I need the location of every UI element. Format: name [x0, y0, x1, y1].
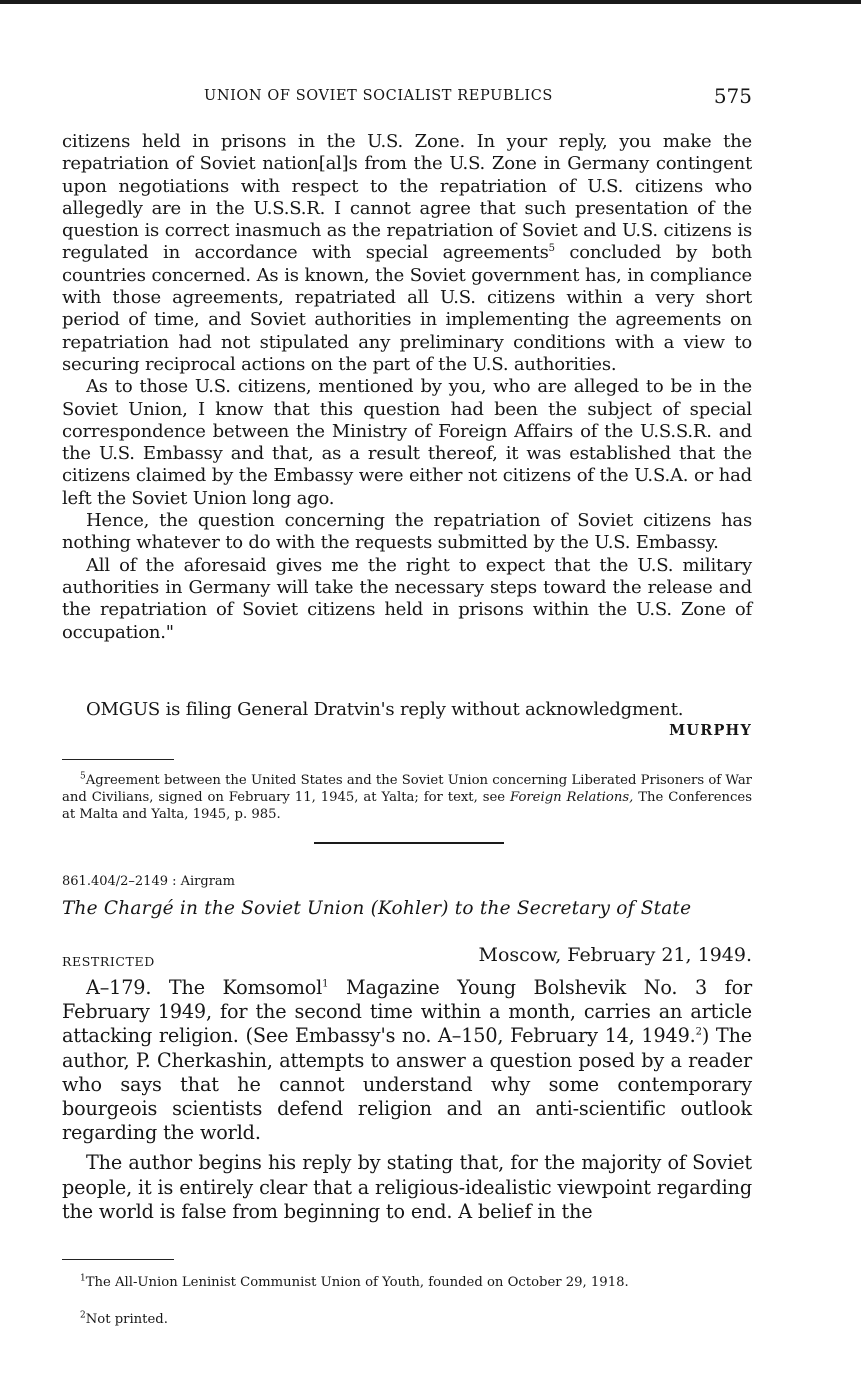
footnote-marker: 2: [695, 1027, 702, 1039]
paragraph-text: Magazine Young Bolshevik No. 3 for February 1949, for the second time within a month, carries an article attacking religion. (See Embassy's no. A–150, February 14, 1949.: [62, 976, 752, 1048]
running-title: UNION OF SOVIET SOCIALIST REPUBLICS: [204, 88, 553, 104]
footnote-rule: [62, 759, 174, 760]
footnote-text: The Conferences at Malta and Yalta, 1945, p. 985.: [62, 790, 752, 822]
airgram-body: [62, 976, 752, 1224]
footnote-rule: [62, 1259, 174, 1260]
document-reference: 861.404/2–2149 : Airgram: [62, 874, 236, 889]
document-title: The Chargé in the Soviet Union (Kohler) to the Secretary of State: [62, 898, 692, 919]
paragraph: [62, 976, 752, 1145]
paragraph-text: ) The author, P. Cherkashin, attempts to answer a question posed by a reader who says that he cannot understand why some contemporary bourgeois scientists defend religion and an anti-scientific outlook regarding the world.: [62, 1024, 752, 1145]
page-number: 575: [713, 84, 752, 108]
footnote-mark: 5: [80, 771, 86, 782]
dateline: Moscow, February 21, 1949.: [478, 944, 752, 966]
footnote-text: Not printed.: [85, 1312, 168, 1327]
signature: MURPHY: [669, 722, 752, 739]
footnote-text: Agreement between the United States and the Soviet Union concerning Liberated Prisoners of War and Civilians, signed on February 11, 1945, at Yalta; for text, see: [62, 773, 752, 805]
paragraph: [62, 131, 752, 376]
footnote-mark: 1: [80, 1273, 86, 1284]
paragraph-text: citizens held in prisons in the U.S. Zone. In your reply, you make the repatriation of Soviet nation[al]s from the U.S. Zone in Germany contingent upon negotiations with respect to the repatriation of U.S. citizens who allegedly are in the U.S.S.R. I cannot agree that such presentation of the question is correct inasmuch as the repatriation of Soviet and U.S. citizens is regulated in accordance with special agreements: [62, 131, 752, 264]
footnote-marker: 5: [548, 243, 555, 255]
paragraph-text: concluded by both countries concerned. As is known, the Soviet government has, in compliance with those agreements, repatriated all U.S. citizens within a very short period of time, and Soviet authorities in implementing the agreements on repatriation had not stipulated any preliminary conditions with a view to securing reciprocal actions on the part of the U.S. authorities.: [62, 242, 752, 375]
footnote-5: [62, 772, 752, 823]
footnote-1: [62, 1274, 752, 1291]
paragraph: As to those U.S. citizens, mentioned by you, who are alleged to be in the Soviet Union, I know that this question had been the subject of special correspondence between the Ministry of Foreign Affairs of the U.S.S.R. and the U.S. Embassy and that, as a result thereof, it was established that the citizens claimed by the Embassy were either not citizens of the U.S.A. or had left the Soviet Union long ago.: [62, 376, 752, 509]
running-header: [62, 84, 752, 114]
letter-continuation: [62, 131, 752, 644]
section-separator: [314, 842, 504, 844]
paragraph-text: A–179. The Komsomol: [86, 976, 323, 999]
footnote-mark: 2: [80, 1310, 86, 1321]
footnote-2: [62, 1311, 752, 1328]
classification-label: RESTRICTED: [62, 954, 155, 969]
paragraph: The author begins his reply by stating that, for the majority of Soviet people, it is entirely clear that a religious-idealistic viewpoint regarding the world is false from beginning to end. A belief in the: [62, 1151, 752, 1223]
footnote-text: The All-Union Leninist Communist Union of Youth, founded on October 29, 1918.: [85, 1275, 629, 1290]
paragraph: Hence, the question concerning the repatriation of Soviet citizens has nothing whatever to do with the requests submitted by the U.S. Embassy.: [62, 510, 752, 554]
page-top-edge: [0, 0, 861, 4]
paragraph: All of the aforesaid gives me the right to expect that the U.S. military authorities in Germany will take the necessary steps toward the release and the repatriation of Soviet citizens held in prisons within the U.S. Zone of occupation.": [62, 554, 752, 643]
closing-line: OMGUS is filing General Dratvin's reply without acknowledgment.: [86, 699, 684, 720]
footnote-italic-text: Foreign Relations,: [510, 790, 634, 805]
footnote-marker: 1: [322, 978, 329, 990]
